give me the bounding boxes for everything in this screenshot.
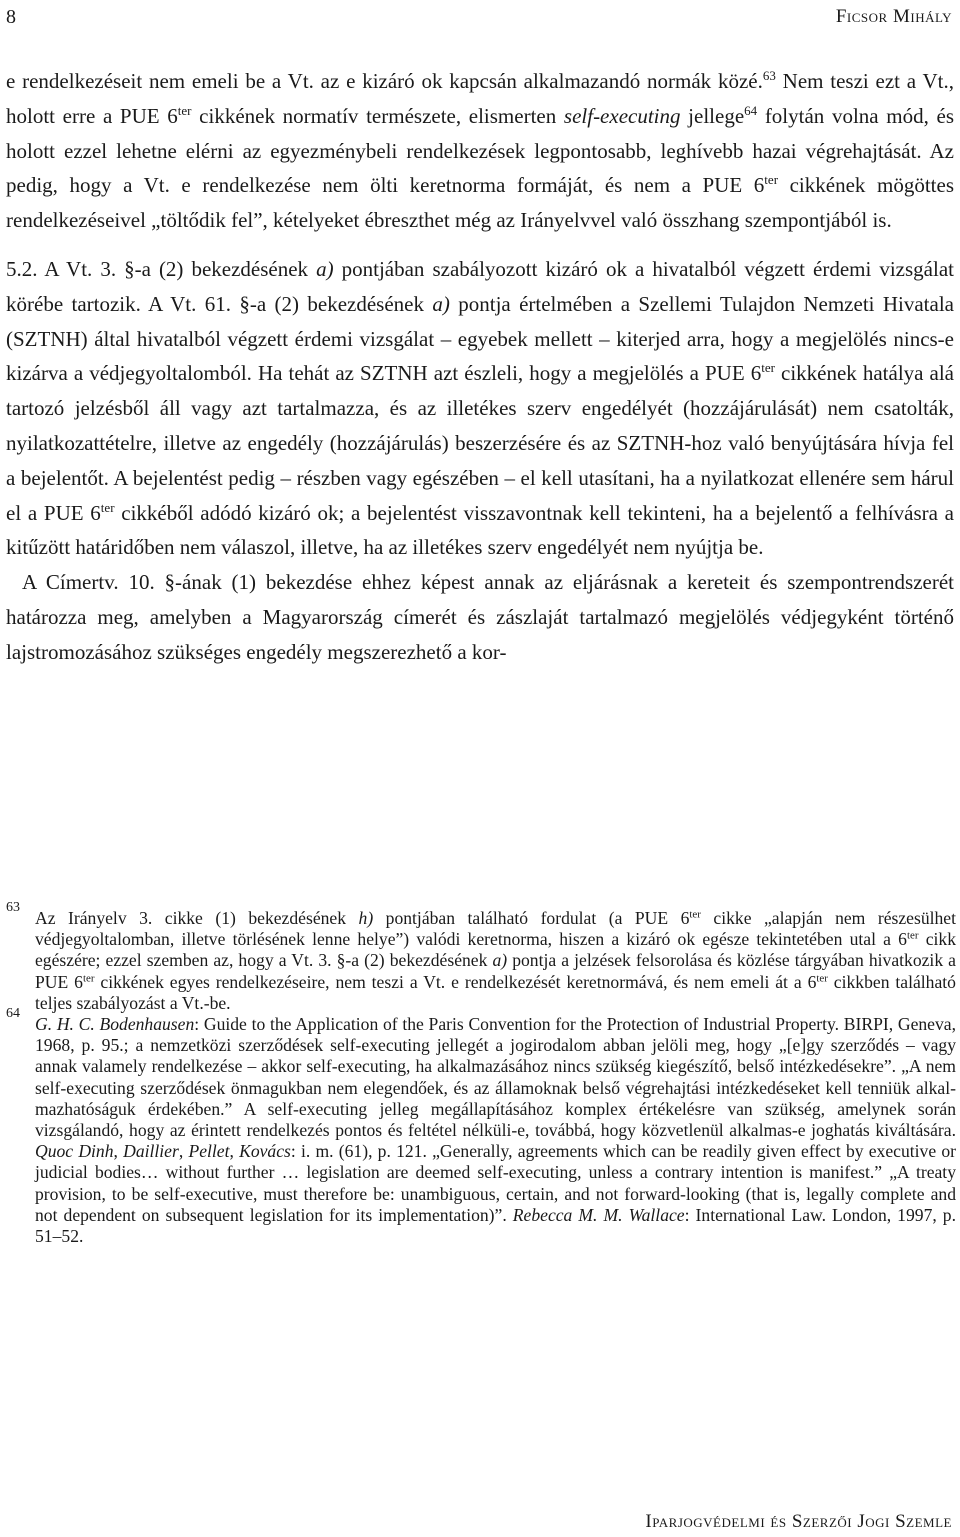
superscript-ter: ter xyxy=(761,360,775,376)
footnote-mark: 63 xyxy=(6,900,20,915)
text-run: , xyxy=(178,1141,189,1162)
text-run: cikkének mögöttes rendelkezéseivel „töltődik fel”, kételyeket ébreszthet még az Irányelvvel való összhang szempontjából is. xyxy=(6,173,954,233)
italic-term: h) xyxy=(358,908,374,928)
author-name: Kovács xyxy=(239,1141,291,1162)
text-run: pontjában szabályozott kizáró ok a hivatalból végzett érdemi vizsgálat körébe tartozik. A Vt. 61. §-a (2) bekezdésének xyxy=(6,256,954,316)
text-run: : i. m. (61), p. 121. „Generally, agreements which can be readily given effect by executive or judicial bodies… without further … legislation are deemed self-executing, unless a contrary intention is manifest.” „A treaty provision, to be self-executive, must therefore be: unambiguous, certain, and not forward-looking (that is, legally complete and not dependent on subsequent legislation for its implementation)”. xyxy=(35,1141,957,1225)
italic-term: self-executing xyxy=(563,103,681,128)
running-head: Ficsor Mihály xyxy=(835,6,952,27)
paragraph-3 xyxy=(6,565,954,669)
italic-term: a) xyxy=(316,256,334,281)
text-run: folytán volna mód, és holott ezzel lehetne elérni az egyezménybeli rendelkezések legpontosabb, leghívebb hazai végrehajtását. Az pedig, hogy a Vt. e rendelkezése nem ölti keretnorma formáját, és nem a PUE 6 xyxy=(6,103,955,198)
text-run: pontja a jelzések felsorolása és közlése tárgyában hivatkozik a PUE 6 xyxy=(35,950,956,992)
text-run: jellege xyxy=(680,103,745,128)
text-run: pontjában található fordulat (a PUE 6 xyxy=(373,908,690,928)
text-run: A Címertv. 10. §-ának (1) bekezdése ehhez képest annak az eljárásnak a kereteit és szempontrendszerét határozza meg, amelyben a Magyarország címerét és zászlaját tartalmazó megjelölés védjegyként történő lajstromozásához szükséges engedély megszerezhető a kor- xyxy=(6,570,954,664)
superscript-ter: ter xyxy=(177,102,192,118)
text-run: cikkben található teljes szabályozást a Vt.-be. xyxy=(35,971,956,1013)
text-run: , xyxy=(113,1141,124,1162)
text-run: cikke „alapján nem részesülhet védjegyoltalomban, illetve törlésének lenne helye”) valódi keretnorma, hiszen a kizáró ok egésze tekintetében utal a 6 xyxy=(35,908,956,950)
main-text xyxy=(6,64,954,670)
text-run: cikkének egyes rendelkezéseire, nem teszi a Vt. e rendelkezését keretnormává, és nem emeli át a 6 xyxy=(94,971,817,992)
superscript-ter: ter xyxy=(764,172,779,188)
italic-term: a) xyxy=(492,950,508,971)
text-run: Az Irányelv 3. cikke (1) bekezdésének xyxy=(35,908,359,928)
author-name: Pellet xyxy=(188,1141,230,1162)
superscript-ter: ter xyxy=(689,908,701,921)
footnote-64 xyxy=(6,1006,957,1247)
superscript-ter: ter xyxy=(906,929,919,942)
italic-term: a) xyxy=(432,291,450,316)
author-name: Daillier xyxy=(123,1141,179,1162)
page-footer: Iparjogvédelmi és Szerzői Jogi Szemle xyxy=(645,1511,952,1532)
superscript-ter: ter xyxy=(82,971,95,984)
text-run: cikkének normatív természete, elismerten xyxy=(191,103,564,128)
text-run: cikk egészére; ezzel szemben az, hogy a Vt. 3. §-a (2) bekezdésének xyxy=(35,929,956,971)
footnote-63 xyxy=(6,900,956,1014)
text-run: cikkéből adódó kizáró ok; a bejelentést visszavontnak kell tekinteni, ha a bejelentő a felhívásra a kitűzött határidőben nem válaszol, illetve, ha az illetékes szerv engedélyét nem nyújtja be. xyxy=(6,500,954,560)
text-run: , xyxy=(229,1141,240,1162)
text-run: 5.2. A Vt. 3. §-a (2) bekezdésének xyxy=(6,256,317,281)
author-name: Quoc Dinh xyxy=(35,1141,114,1162)
footnote-mark: 64 xyxy=(6,1006,20,1022)
paragraph-2 xyxy=(6,252,954,565)
superscript-ter: ter xyxy=(100,499,115,515)
page-number: 8 xyxy=(6,6,16,28)
text-run: pontja értelmében a Szellemi Tulajdon Nemzeti Hivatala (SZTNH) által hivatalból végzett érdemi vizsgálat – egyebek mellett – kiterjed arra, hogy a megjelölés nincs-e kizárva a védjegyoltalomból. Ha tehát az SZTNH azt észleli, hogy a megjelölés a PUE 6 xyxy=(6,291,954,386)
text-run: cikkének hatálya alá tartozó jelzésből áll vagy azt tartalmazza, és az illetékes szerv engedélyét (hozzájárulását) nem csatolták, nyilatkozattételre, illetve az engedély (hozzájárulás) beszerzésére és az SZTNH-hoz való benyújtására hívja fel a bejelentőt. A bejelentést pedig – részben vagy egészében – el kell utasítani, ha a nyilatkozat ellenére sem hárul el a PUE 6 xyxy=(6,361,954,525)
paragraph-1 xyxy=(6,64,954,238)
footnote-ref-64[interactable]: 64 xyxy=(744,102,758,118)
footnote-ref-63[interactable]: 63 xyxy=(762,67,776,83)
text-run: : Guide to the Application of the Paris Convention for the Protection of Industrial Property. BIRPI, Geneva, 1968, p. 95.; a nemzetközi szerződések self-executing jellegét a jogirodalom abban jelöli meg, hogy „[e]gy szerződés – vagy annak valamely rendelkezése – akkor self-executing, ha alkalmazásához nincs szükség kiegészítő, belső intézkedésekre”. „A nem self-executing szerződések önmagukban nem elegendőek, és az államoknak belső végrehajtási intézkedéseket kell tenniük alkalmazhatóságuk érdekében.” A self-executing jelleg megállapításához komplex értékelésre van szükség, amelynek során vizsgálandó, hogy az érintett rendelkezés pontos és feltétel nélküli-e, továbbá, hogy közvetlenül alkalmas-e joghatás kiváltására. xyxy=(35,1014,956,1141)
superscript-ter: ter xyxy=(816,971,828,984)
page-header xyxy=(6,4,952,30)
author-name: Rebecca M. M. Wallace xyxy=(512,1204,685,1225)
text-run: Nem teszi ezt a Vt., holott erre a PUE 6 xyxy=(6,69,954,128)
author-name: G. H. C. Bodenhausen xyxy=(35,1014,195,1035)
footnotes xyxy=(6,900,957,1247)
text-run: e rendelkezéseit nem emeli be a Vt. az e kizáró ok kapcsán alkalmazandó normák közé. xyxy=(6,69,763,93)
text-run: : International Law. London, 1997, p. 51–52. xyxy=(35,1204,956,1247)
